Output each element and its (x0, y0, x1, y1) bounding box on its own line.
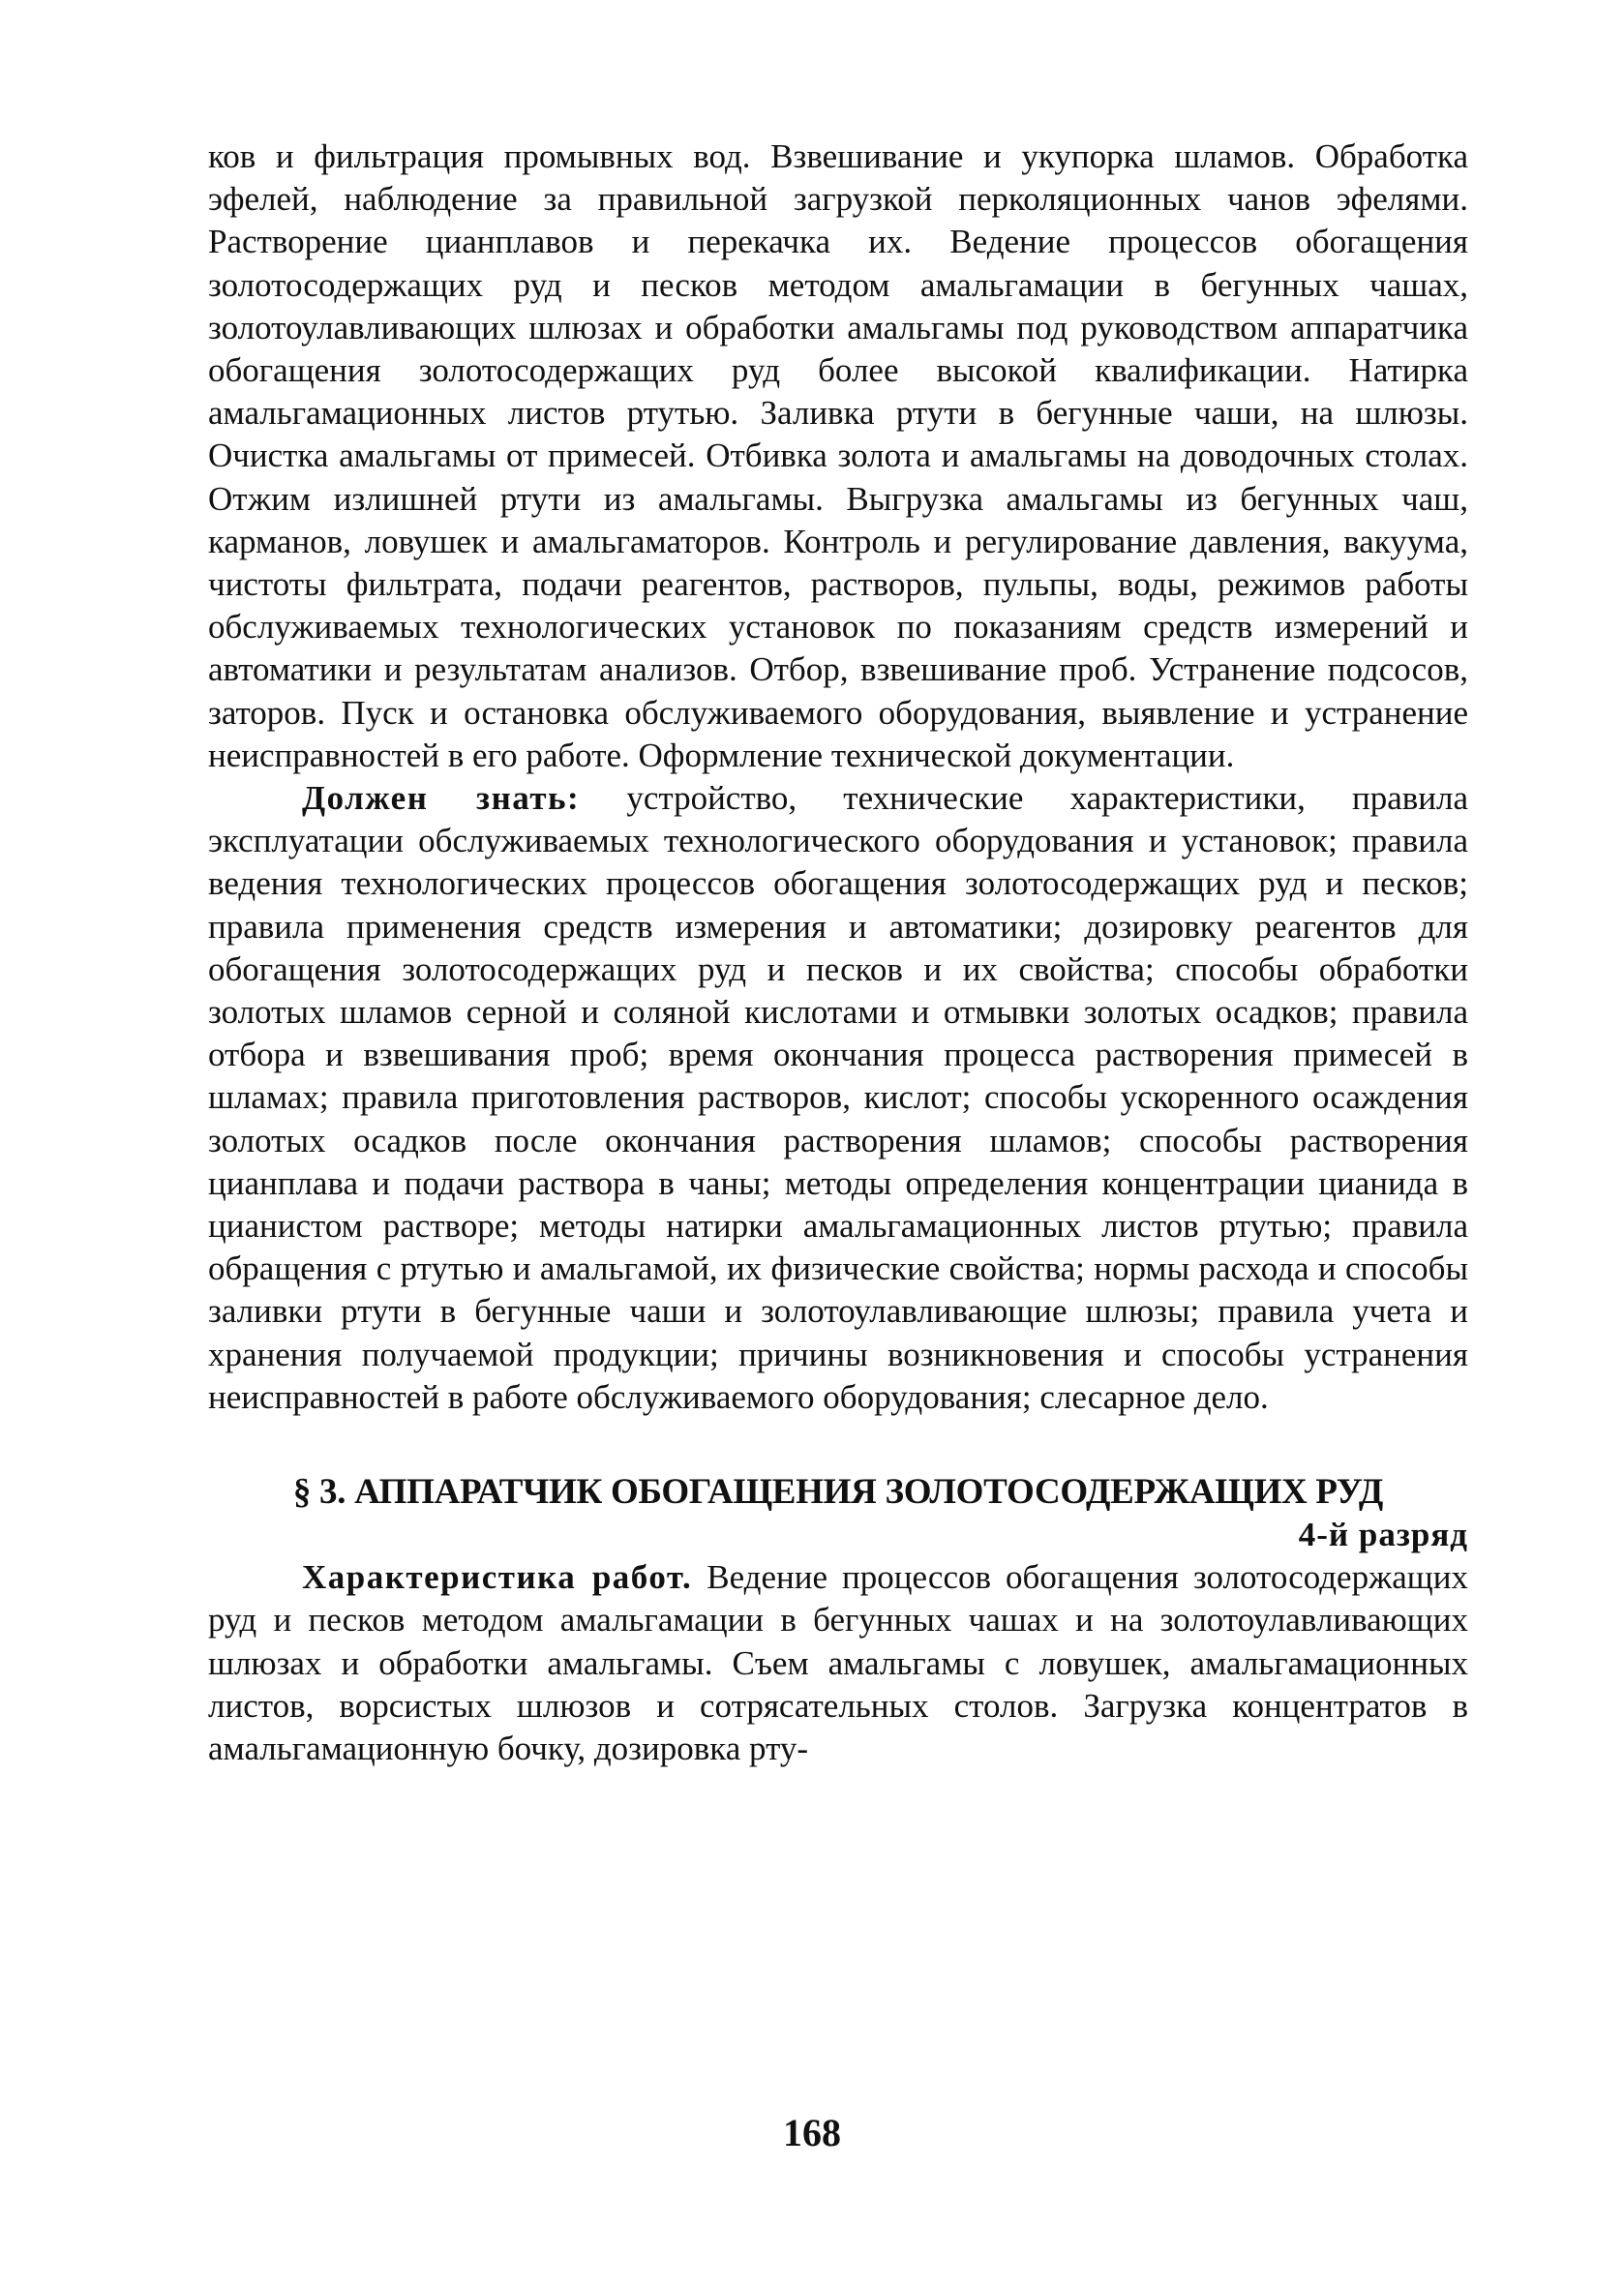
must-know-label: Должен знать: (302, 779, 581, 818)
continuation-paragraph: ков и фильтрация промывных вод. Взвешивание и укупорка шламов. Обработка эфелей, наблюдение за правильной загрузкой перколяционных чанов эфелями. Растворение цианплавов и перекачка их. Ведение процессов обогащения золотосодержащих руд и песков методом амальгамации в бегунных чашах, золотоулавливающих шлюзах и обработки амальгамы под руководством аппаратчика обогащения золотосодержащих руд более высокой квалификации. Натирка амальгамационных листов ртутью. Заливка ртути в бегунные чаши, на шлюзы. Очистка амальгамы от примесей. Отбивка золота и амальгамы на доводочных столах. Отжим излишней ртути из амальгамы. Выгрузка амальгамы из бегунных чаш, карманов, ловушек и амальгаматоров. Контроль и регулирование давления, вакуума, чистоты фильтрата, подачи реагентов, растворов, пульпы, воды, режимов работы обслуживаемых технологических установок по показаниям средств измерений и автоматики и результатам анализов. Отбор, взвешивание проб. Устранение подсосов, заторов. Пуск и остановка обслуживаемого оборудования, выявление и устранение неисправностей в его работе. Оформление технической документации. (208, 137, 1468, 774)
must-know-text: устройство, технические характеристики, правила эксплуатации обслуживаемых технологического оборудования и установок; правила ведения технологических процессов обогащения золотосодержащих руд и песков; правила применения средств измерения и автоматики; дозировку реагентов для обогащения золотосодержащих руд и песков и их свойства; способы обработки золотых шламов серной и соляной кислотами и отмывки золотых осадков; правила отбора и взвешивания проб; время окончания процесса растворения примесей в шламах; правила приготовления растворов, кислот; способы ускоренного осаждения золотых осадков после окончания растворения шламов; способы растворения цианплава и подачи раствора в чаны; методы определения концентрации цианида в цианистом растворе; методы натирки амальгамационных листов ртутью; правила обращения с ртутью и амальгамой, их физические свойства; нормы расхода и способы заливки ртути в бегунные чаши и золотоулавливающие шлюзы; правила учета и хранения получаемой продукции; причины возникновения и способы устранения неисправностей в работе обслуживаемого оборудования; слесарное дело. (208, 779, 1468, 1416)
document-page (208, 135, 1468, 1770)
characteristics-text: Ведение процессов обогащения золотосодержащих руд и песков методом амальгамации в бегунных чашах и на золотоулавливающих шлюзах и обработки амальгамы. Съем амальгамы с ловушек, амальгамационных листов, ворсистых шлюзов и сотрясательных столов. Загрузка концентратов в амальгамационную бочку, дозировка рту- (208, 1558, 1468, 1767)
must-know-paragraph (208, 777, 1468, 1419)
page-number: 168 (783, 2111, 841, 2154)
characteristics-label: Характеристика работ. (302, 1558, 693, 1597)
grade-label: 4-й разряд (1298, 1516, 1468, 1554)
characteristics-paragraph (208, 1556, 1468, 1770)
section-title: § 3. АППАРАТЧИК ОБОГАЩЕНИЯ ЗОЛОТОСОДЕРЖАЩИХ РУД (292, 1472, 1384, 1513)
